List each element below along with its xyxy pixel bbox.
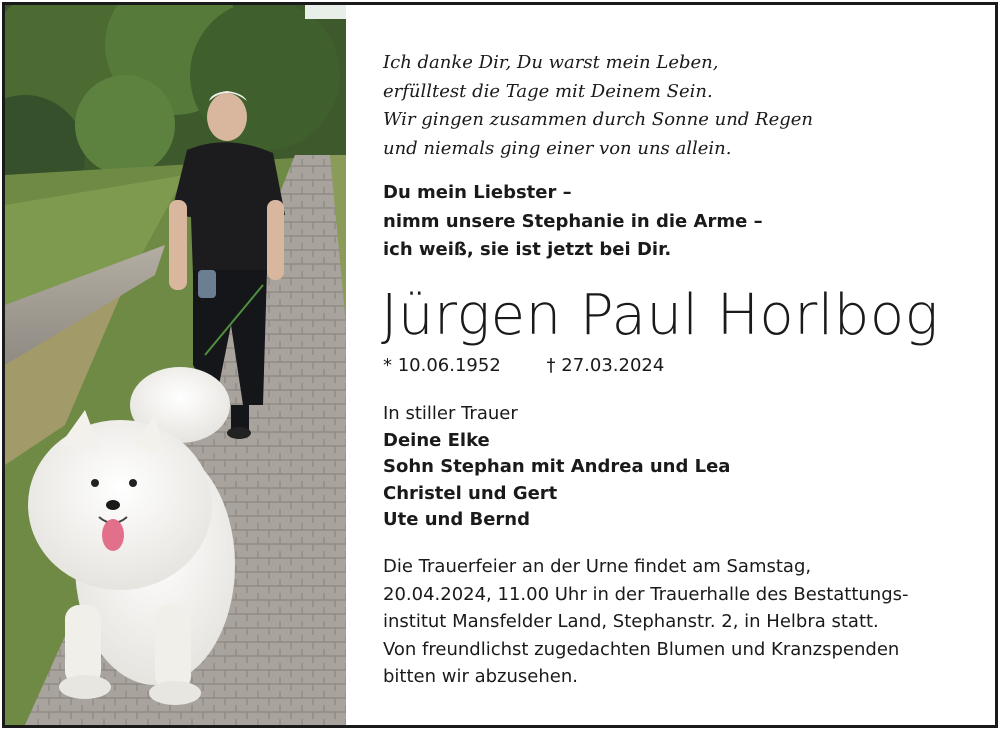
death-date: † 27.03.2024	[546, 355, 665, 376]
obituary-frame	[2, 2, 998, 728]
poem-line: Wir gingen zusammen durch Sonne und Regen	[383, 109, 814, 130]
poem-line: und niemals ging einer von uns allein.	[383, 137, 732, 159]
mourners	[383, 401, 730, 534]
mourner-name: Christel und Gert	[383, 482, 558, 504]
life-dates	[383, 353, 664, 379]
deceased-name: Jürgen Paul Horlbog	[381, 283, 939, 348]
funeral-service-info	[383, 553, 909, 691]
dedication-line: nimm unsere Stephanie in die Arme –	[383, 210, 763, 232]
service-line: bitten wir abzusehen.	[383, 666, 578, 687]
poem-line: Ich danke Dir, Du warst mein Leben,	[383, 52, 719, 73]
poem-line: erfülltest die Tage mit Deinem Sein.	[383, 80, 713, 102]
mourner-name: Sohn Stephan mit Andrea und Lea	[383, 456, 731, 477]
memorial-photo	[5, 5, 346, 725]
mourner-list	[383, 428, 730, 534]
service-line: 20.04.2024, 11.00 Uhr in der Trauerhalle des Bestattungs-	[383, 583, 909, 605]
dedication-line: ich weiß, sie ist jetzt bei Dir.	[383, 239, 672, 260]
service-line: Die Trauerfeier an der Urne findet am Samstag,	[383, 556, 812, 577]
birth-date: * 10.06.1952	[383, 355, 501, 376]
memorial-poem	[383, 49, 813, 163]
mourners-intro: In stiller Trauer	[383, 403, 518, 424]
dedication-line: Du mein Liebster –	[383, 182, 572, 203]
obituary-text	[383, 5, 995, 725]
service-line: institut Mansfelder Land, Stephanstr. 2, in Helbra statt.	[383, 611, 879, 632]
mourner-name: Deine Elke	[383, 429, 490, 451]
dedication	[383, 179, 763, 265]
service-line: Von freundlichst zugedachten Blumen und Kranzspenden	[383, 638, 900, 660]
mourner-name: Ute und Bernd	[383, 509, 530, 530]
